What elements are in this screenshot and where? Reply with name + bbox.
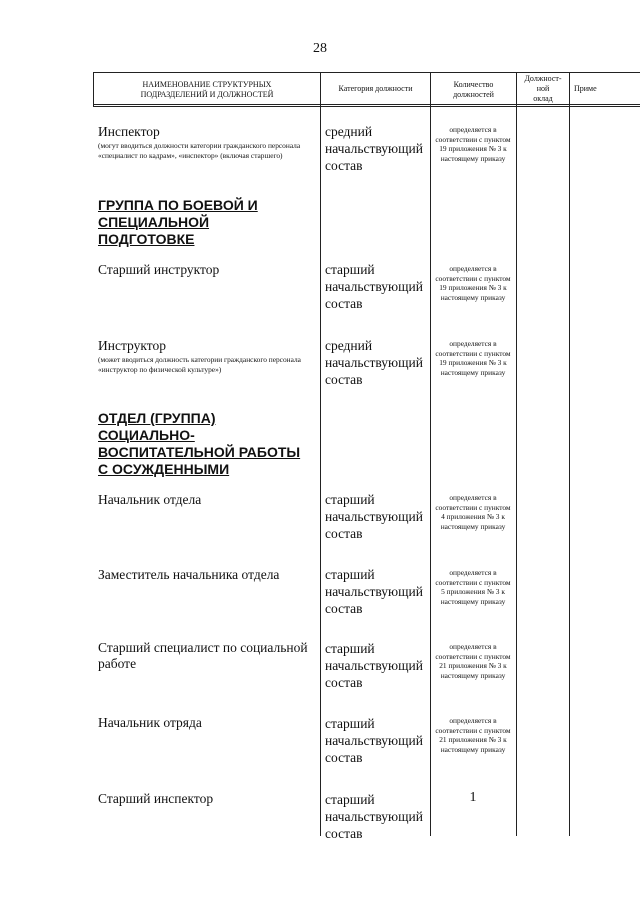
position-category: старший начальствующий состав (325, 641, 423, 690)
header-quantity-line-2: должностей (453, 90, 494, 99)
header-category-column: Категория должности (338, 84, 413, 93)
column-divider-2 (430, 72, 431, 836)
header-salary-line-2: ной (536, 84, 550, 93)
position-name: Заместитель начальника отдела (98, 567, 280, 582)
table-top-border (93, 72, 640, 73)
header-bottom-border (93, 104, 640, 105)
header-notes-column: Приме (574, 84, 597, 93)
position-name: Инспектор (98, 124, 160, 139)
position-category: старший начальствующий состав (325, 262, 423, 311)
position-category: старший начальствующий состав (325, 567, 423, 616)
column-divider-1 (320, 72, 321, 836)
header-bottom-border-double (93, 106, 640, 107)
header-quantity-line-1: Количество (453, 80, 494, 89)
page-number: 28 (313, 41, 327, 56)
position-quantity: определяется в соответствии с пунктом 19 приложения № 3 к настоящему приказу (435, 125, 511, 163)
header-salary-column (517, 74, 569, 104)
position-title (98, 338, 318, 375)
position-quantity: 1 (469, 790, 477, 805)
position-quantity: определяется в соответствии с пунктом 19 приложения № 3 к настоящему приказу (435, 264, 511, 302)
position-name: Старший инспектор (98, 791, 214, 806)
position-category: средний начальствующий состав (325, 338, 423, 387)
header-quantity-column (431, 80, 516, 100)
position-quantity: определяется в соответствии с пунктом 21 приложения № 3 к настоящему приказу (435, 716, 511, 754)
position-quantity: определяется в соответствии с пунктом 5 приложения № 3 к настоящему приказу (435, 568, 511, 606)
header-salary-line-3: оклад (533, 94, 553, 103)
position-title (98, 124, 318, 161)
position-name: Старший специалист по социальной работе (98, 640, 308, 671)
position-title (98, 791, 318, 807)
position-name: Начальник отряда (98, 715, 202, 730)
position-title (98, 492, 318, 508)
header-name-column (94, 80, 320, 100)
column-divider-4 (569, 72, 570, 836)
section-heading: ОТДЕЛ (ГРУППА) СОЦИАЛЬНО-ВОСПИТАТЕЛЬНОЙ РАБОТЫ С ОСУЖДЕННЫМИ (98, 410, 301, 477)
column-divider-3 (516, 72, 517, 836)
position-category: средний начальствующий состав (325, 124, 423, 173)
position-name: Старший инструктор (98, 262, 220, 277)
position-name: Инструктор (98, 338, 166, 353)
header-name-line-1: НАИМЕНОВАНИЕ СТРУКТУРНЫХ (142, 80, 272, 89)
position-category: старший начальствующий состав (325, 492, 423, 541)
position-title (98, 262, 318, 278)
position-name: Начальник отдела (98, 492, 202, 507)
position-category: старший начальствующий состав (325, 716, 423, 765)
position-quantity: определяется в соответствии с пунктом 21 приложения № 3 к настоящему приказу (435, 642, 511, 680)
position-quantity: определяется в соответствии с пунктом 4 приложения № 3 к настоящему приказу (435, 493, 511, 531)
position-title (98, 640, 318, 672)
position-title (98, 567, 318, 583)
header-salary-line-1: Должност- (524, 74, 562, 83)
position-title (98, 715, 318, 731)
position-quantity: определяется в соответствии с пунктом 19 приложения № 3 к настоящему приказу (435, 339, 511, 377)
header-name-line-2: ПОДРАЗДЕЛЕНИЙ И ДОЛЖНОСТЕЙ (140, 90, 274, 99)
section-heading: ГРУППА ПО БОЕВОЙ И СПЕЦИАЛЬНОЙ ПОДГОТОВКЕ (98, 197, 258, 247)
position-note: (могут вводиться должности категории гражданского персонала «специалист по кадрам», «инспектор» (включая старшего) (98, 141, 301, 160)
position-category: старший начальствующий состав (325, 792, 423, 841)
position-note: (может вводиться должность категории гражданского персонала «инструктор по физической культуре») (98, 355, 301, 374)
